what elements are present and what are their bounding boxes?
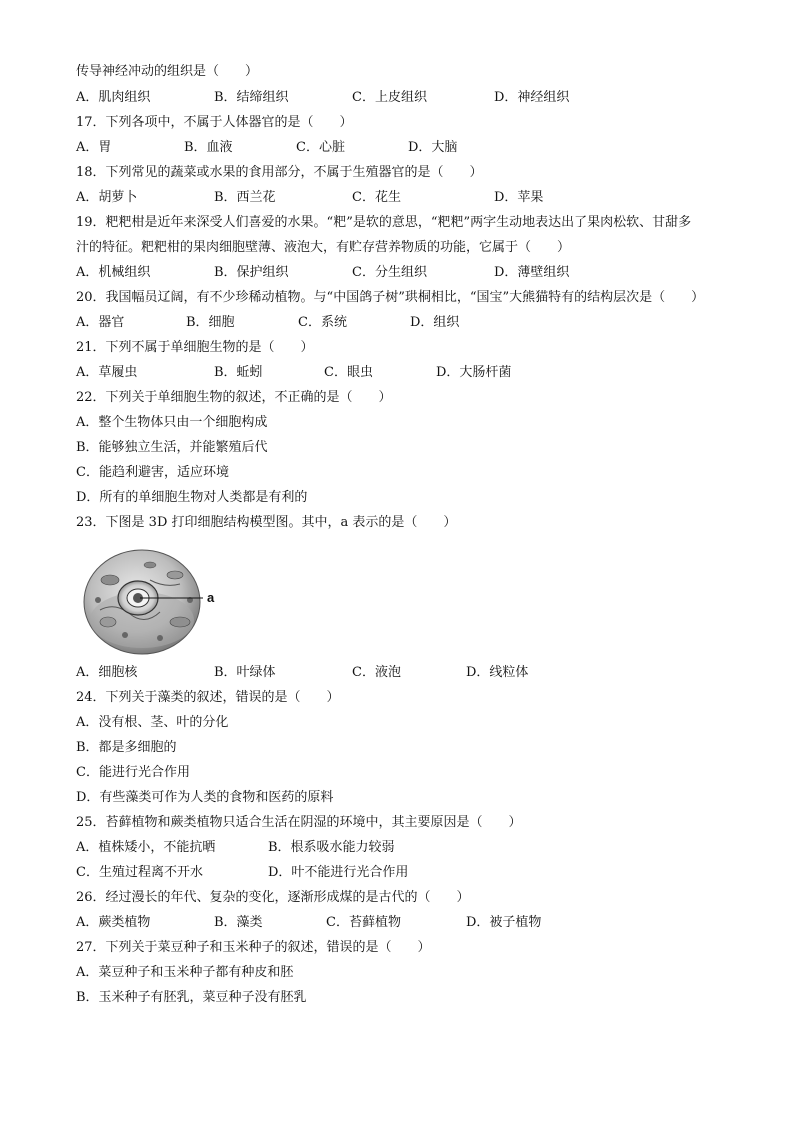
question-17-option-d: D．大脑 <box>408 140 458 155</box>
question-25-option-d: D．叶不能进行光合作用 <box>268 865 409 880</box>
question-18-option-d: D．苹果 <box>494 190 544 205</box>
question-25-option-c: C．生殖过程离不开水 <box>76 865 203 880</box>
question-20-option-b: B．细胞 <box>186 315 235 330</box>
question-24-option-c: C．能进行光合作用 <box>76 765 190 780</box>
question-18-stem: 18．下列常见的蔬菜或水果的食用部分，不属于生殖器官的是（ ） <box>76 165 483 180</box>
question-21-option-b: B．蚯蚓 <box>214 365 263 380</box>
question-17-option-a: A．胃 <box>76 140 112 155</box>
question-26-option-b: B．藻类 <box>214 915 263 930</box>
question-21-option-d: D．大肠杆菌 <box>436 365 512 380</box>
question-16-stem: 传导神经冲动的组织是（ ） <box>76 64 259 79</box>
question-24-stem: 24．下列关于藻类的叙述，错误的是（ ） <box>76 690 340 705</box>
question-17-stem: 17．下列各项中，不属于人体器官的是（ ） <box>76 115 353 130</box>
question-18-option-a: A．胡萝卜 <box>76 190 138 205</box>
question-16-option-b: B．结缔组织 <box>214 90 289 105</box>
question-20-option-a: A．器官 <box>76 315 125 330</box>
question-25-option-b: B．根系吸水能力较弱 <box>268 840 395 855</box>
question-25-option-a: A．植株矮小，不能抗晒 <box>76 840 216 855</box>
question-19-option-a: A．机械组织 <box>76 265 151 280</box>
question-23-option-d: D．线粒体 <box>466 665 529 680</box>
question-23-option-a: A．细胞核 <box>76 665 138 680</box>
question-20-option-c: C．系统 <box>298 315 347 330</box>
cell-model-figure <box>80 540 230 660</box>
question-21-stem: 21．下列不属于单细胞生物的是（ ） <box>76 340 314 355</box>
question-16-option-c: C．上皮组织 <box>352 90 427 105</box>
question-16-option-a: A．肌肉组织 <box>76 90 151 105</box>
question-26-option-c: C．苔藓植物 <box>326 915 401 930</box>
figure-label-a: a <box>207 590 215 605</box>
question-19-option-c: C．分生组织 <box>352 265 427 280</box>
question-24-option-d: D．有些藻类可作为人类的食物和医药的原料 <box>76 790 334 805</box>
question-18-option-c: C．花生 <box>352 190 401 205</box>
question-24-option-b: B．都是多细胞的 <box>76 740 177 755</box>
question-22-option-c: C．能趋利避害，适应环境 <box>76 465 229 480</box>
question-23-option-c: C．液泡 <box>352 665 401 680</box>
question-21-option-a: A．草履虫 <box>76 365 138 380</box>
question-19-option-b: B．保护组织 <box>214 265 289 280</box>
question-23-option-b: B．叶绿体 <box>214 665 276 680</box>
question-20-option-d: D．组织 <box>410 315 460 330</box>
question-19-stem-line-2: 汁的特征。粑粑柑的果肉细胞壁薄、液泡大，有贮存营养物质的功能，它属于（ ） <box>76 240 571 255</box>
question-21-option-c: C．眼虫 <box>324 365 373 380</box>
question-20-stem: 20．我国幅员辽阔，有不少珍稀动植物。与“中国鸽子树”珙桐相比，“国宝”大熊猫特有的结构层次是（ ） <box>76 290 705 305</box>
question-27-option-b: B．玉米种子有胚乳，菜豆种子没有胚乳 <box>76 990 307 1005</box>
question-22-option-d: D．所有的单细胞生物对人类都是有利的 <box>76 490 308 505</box>
question-19-option-d: D．薄壁组织 <box>494 265 570 280</box>
question-26-stem: 26．经过漫长的年代、复杂的变化，逐渐形成煤的是古代的（ ） <box>76 890 470 905</box>
question-25-stem: 25．苔藓植物和蕨类植物只适合生活在阴湿的环境中，其主要原因是（ ） <box>76 815 522 830</box>
question-22-option-a: A．整个生物体只由一个细胞构成 <box>76 415 268 430</box>
question-27-stem: 27．下列关于菜豆种子和玉米种子的叙述，错误的是（ ） <box>76 940 431 955</box>
question-22-stem: 22．下列关于单细胞生物的叙述，不正确的是（ ） <box>76 390 392 405</box>
question-16-option-d: D．神经组织 <box>494 90 570 105</box>
question-22-option-b: B．能够独立生活，并能繁殖后代 <box>76 440 268 455</box>
question-17-option-c: C．心脏 <box>296 140 345 155</box>
question-23-stem: 23．下图是 3D 打印细胞结构模型图。其中，a 表示的是（ ） <box>76 515 457 530</box>
question-27-option-a: A．菜豆种子和玉米种子都有种皮和胚 <box>76 965 294 980</box>
question-24-option-a: A．没有根、茎、叶的分化 <box>76 715 229 730</box>
question-17-option-b: B．血液 <box>184 140 233 155</box>
question-26-option-d: D．被子植物 <box>466 915 542 930</box>
question-19-stem-line-1: 19．粑粑柑是近年来深受人们喜爱的水果。“粑”是软的意思，“粑粑”两字生动地表达出了果肉松软、甘甜多 <box>76 215 692 230</box>
question-18-option-b: B．西兰花 <box>214 190 276 205</box>
question-26-option-a: A．蕨类植物 <box>76 915 151 930</box>
